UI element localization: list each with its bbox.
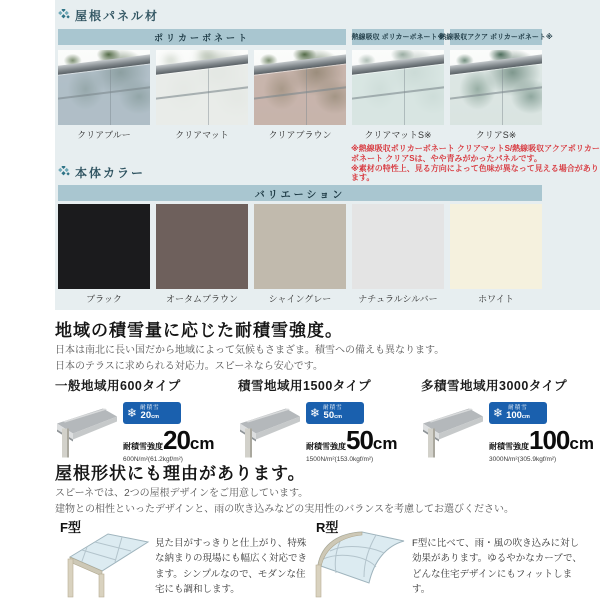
strength-spec: 600N/m²(61.2kgf/m²) — [123, 456, 183, 463]
strength-label: 耐積雪強度 — [123, 442, 163, 451]
f-type-label: F型 — [60, 520, 81, 535]
badge-unit: cm — [521, 414, 530, 420]
swatch-label: ホワイト — [478, 294, 514, 304]
swatch-label: クリアブルー — [77, 130, 131, 140]
body-line: 日本のテラスに求められる対応力。スピーネなら安心です。 — [55, 360, 323, 372]
terrace-thumbnail — [55, 400, 119, 463]
swatch-label: クリアマット — [175, 130, 229, 140]
strength-unit: cm — [372, 434, 398, 453]
swatch-label: クリアマットS※ — [364, 130, 432, 140]
snowflake-icon: ❄ — [310, 406, 321, 420]
panel-mullion — [110, 65, 112, 125]
color-chip-shine-gray — [254, 204, 346, 289]
group-band-label: 熱線吸収アクア ポリカーボネート※ — [439, 34, 553, 41]
strength-value — [123, 425, 215, 456]
body-color-swatches — [58, 204, 542, 289]
strength-spec: 1500N/m²(153.0kgf/m²) — [306, 456, 374, 463]
variation-band — [58, 185, 542, 201]
panel-footnotes — [351, 144, 600, 183]
badge-label: 耐積雪 — [140, 404, 160, 411]
terrace-thumbnail — [421, 400, 485, 463]
panel-mullion — [404, 65, 406, 125]
color-chip-white — [450, 204, 542, 289]
badge-value: 100 — [506, 410, 522, 421]
diamond-cluster-icon — [57, 166, 70, 179]
r-type-label: R型 — [316, 520, 339, 535]
strength-value — [306, 425, 398, 456]
roof-panel-section-title: 屋根パネル材 — [75, 9, 160, 23]
roof-panel-section-header — [57, 7, 159, 24]
roof-panel-swatches — [58, 50, 542, 125]
roof-panel-swatch-clear-s — [450, 50, 542, 125]
snow-load-badge — [306, 402, 364, 424]
snow-type-title: 積雪地域用1500タイプ — [238, 379, 372, 393]
variation-band-label: バリエーション — [254, 189, 346, 201]
f-type-illustration — [50, 527, 154, 599]
snow-type-1500 — [238, 376, 423, 463]
group-band-heat-absorb — [352, 29, 444, 45]
diamond-cluster-icon — [57, 9, 70, 22]
body-line: 建物との相性といったデザインと、雨の吹き込みなどの実用性のバランスを考慮してお選びください。 — [55, 503, 514, 515]
panel-mullion — [306, 65, 308, 125]
roof-panel-swatch-clear-matte-s — [352, 50, 444, 125]
roof-panel-swatch-clear-brown — [254, 50, 346, 125]
strength-spec: 3000N/m²(305.9kgf/m²) — [489, 456, 557, 463]
r-type-illustration — [306, 525, 412, 600]
panel-mullion — [502, 65, 504, 125]
body-color-section-title: 本体カラー — [75, 166, 146, 180]
body-color-section-header — [57, 164, 145, 181]
strength-label: 耐積雪強度 — [306, 442, 346, 451]
badge-label: 耐積雪 — [323, 404, 343, 411]
strength-value — [489, 425, 594, 456]
badge-label: 耐積雪 — [508, 404, 528, 411]
strength-label: 耐積雪強度 — [489, 442, 529, 451]
snowflake-icon: ❄ — [493, 406, 504, 420]
color-chip-natural-silver — [352, 204, 444, 289]
swatch-label: シャイングレー — [268, 294, 332, 304]
swatch-label: クリアブラウン — [268, 130, 332, 140]
roof-panel-labels — [58, 128, 542, 141]
swatch-label: クリアS※ — [475, 130, 517, 140]
snow-section-body — [55, 343, 575, 374]
snow-type-title: 一般地域用600タイプ — [55, 379, 181, 393]
snow-load-badge — [489, 402, 547, 424]
strength-unit: cm — [189, 434, 215, 453]
group-band-heat-absorb-aqua — [439, 29, 553, 45]
badge-value: 50 — [323, 410, 335, 421]
r-type-description: F型に比べて、雨・風の吹き込みに対し効果があります。ゆるやかなカーブで、どんな住宅デザインにもフィットします。 — [412, 538, 582, 596]
snow-section-title: 地域の積雪量に応じた耐積雪強度。 — [55, 321, 343, 340]
panel-mullion — [208, 65, 210, 125]
terrace-thumbnail — [238, 400, 302, 463]
strength-number: 100 — [529, 425, 570, 455]
strength-number: 20 — [163, 425, 190, 455]
snow-type-title: 多積雪地域用3000タイプ — [421, 379, 568, 393]
snowflake-icon: ❄ — [127, 406, 138, 420]
footnote: ※熱線吸収ポリカーボネート クリアマットS/熱線吸収アクアポリカーボネート クリアSは、やや青みがかったパネルです。 — [351, 144, 600, 163]
badge-unit: cm — [334, 414, 343, 420]
color-chip-autumn-brown — [156, 204, 248, 289]
strength-unit: cm — [569, 434, 594, 453]
top-tinted-section — [55, 0, 600, 310]
badge-unit: cm — [151, 414, 160, 420]
body-color-labels — [58, 292, 542, 305]
swatch-label: オータムブラウン — [165, 294, 238, 304]
swatch-label: ナチュラルシルバー — [358, 294, 438, 304]
group-band-polycarbonate — [58, 29, 346, 45]
strength-number: 50 — [346, 425, 373, 455]
snow-load-badge — [123, 402, 181, 424]
snow-type-600 — [55, 376, 240, 463]
f-type-description: 見た目がすっきりと仕上がり、特殊な納まりの現場にも幅広く対応できます。シンプルなので、モダンな住宅にも調和します。 — [155, 538, 308, 596]
body-line: 日本は南北に長い国だから地域によって気候もさまざま。積雪への備えも異なります。 — [55, 345, 445, 356]
group-band-label: ポリカーボネート — [154, 32, 250, 43]
roof-shape-section-title: 屋根形状にも理由があります。 — [55, 464, 306, 483]
badge-value: 20 — [140, 410, 152, 421]
roof-shape-body — [55, 486, 585, 517]
snow-type-3000 — [421, 376, 600, 463]
roof-panel-swatch-clear-matte — [156, 50, 248, 125]
swatch-label: ブラック — [86, 294, 122, 304]
body-line: スピーネでは、2つの屋根デザインをご用意しています。 — [55, 488, 309, 499]
roof-panel-swatch-clear-blue — [58, 50, 150, 125]
footnote: ※素材の特性上、見る方向によって色味が異なって見える場合があります。 — [351, 163, 599, 183]
group-band-label: 熱線吸収 ポリカーボネート※ — [351, 34, 445, 41]
color-chip-black — [58, 204, 150, 289]
